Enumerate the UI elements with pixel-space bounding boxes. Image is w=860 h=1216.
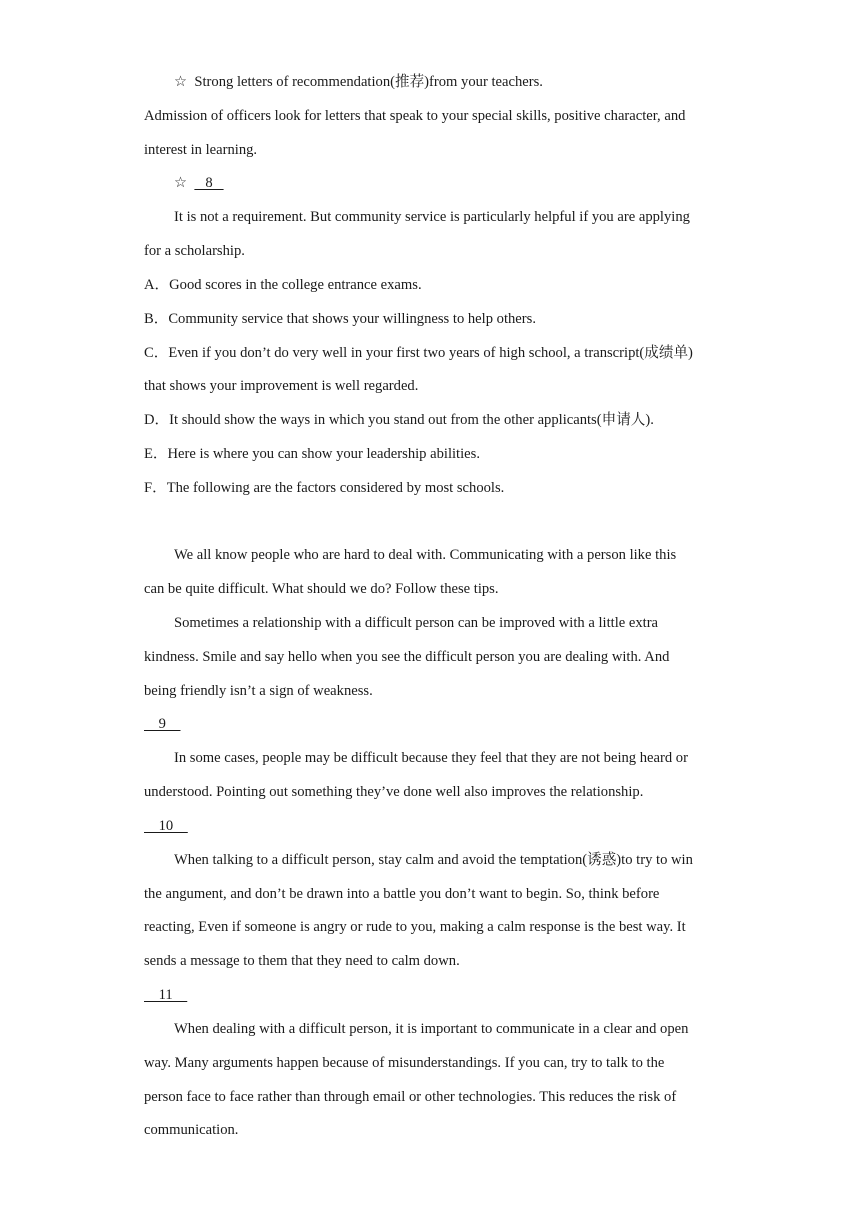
para1-line-1: Sometimes a relationship with a difficult person can be improved with a little extra [174,615,659,631]
bullet-2-detail-line-1: It is not a requirement. But community service is particularly helpful if you are applying [174,209,690,225]
intro-line-1: We all know people who are hard to deal with. Communicating with a person like this [174,547,677,563]
option-c-line-2: that shows your improvement is well regarded. [144,378,419,394]
blank-10: 10 [144,818,188,834]
para2-line-2: understood. Pointing out something they’ve done well also improves the relationship. [144,784,644,800]
bullet-2-detail-line-2: for a scholarship. [144,243,245,259]
para1-line-3: being friendly isn’t a sign of weakness. [144,683,373,699]
bullet-1-detail-line-1: Admission of officers look for letters that speak to your special skills, positive character, and [144,108,686,124]
blank-11: 11 [144,987,188,1003]
para3-line-4: sends a message to them that they need to calm down. [144,953,460,969]
para2-line-1: In some cases, people may be difficult because they feel that they are not being heard or [174,750,688,766]
option-c-line-1: C．Even if you don’t do very well in your first two years of high school, a transcript(成绩单) [144,345,693,361]
blank-9-line [0,714,860,734]
option-a: A．Good scores in the college entrance exams. [144,277,422,293]
blank-11-line [0,985,860,1005]
option-e: E．Here is where you can show your leadership abilities. [144,446,480,462]
blank-8: 8 [194,175,224,191]
para3-line-2: the angument, and don’t be drawn into a battle you don’t want to begin. So, think before [144,886,660,902]
para1-line-2: kindness. Smile and say hello when you see the difficult person you are dealing with. And [144,649,670,665]
para4-line-3: person face to face rather than through email or other technologies. This reduces the risk of [144,1089,677,1105]
para4-line-2: way. Many arguments happen because of misunderstandings. If you can, try to talk to the [144,1055,665,1071]
option-b: B．Community service that shows your willingness to help others. [144,311,536,327]
bullet-1-detail-line-2: interest in learning. [144,142,258,158]
para4-line-1: When dealing with a difficult person, it is important to communicate in a clear and open [174,1021,689,1037]
option-f: F．The following are the factors considered by most schools. [144,480,505,496]
blank-9: 9 [144,716,181,732]
bullet-1-text: Strong letters of recommendation(推荐)from your teachers. [194,74,543,90]
star-icon: ☆ [174,74,188,90]
blank-10-line [0,816,860,836]
option-d: D．It should show the ways in which you stand out from the other applicants(申请人). [144,412,654,428]
star-icon: ☆ [174,175,188,191]
para4-line-4: communication. [144,1122,239,1138]
para3-line-1: When talking to a difficult person, stay calm and avoid the temptation(诱惑)to try to win [174,852,693,868]
bullet-1 [0,72,860,92]
intro-line-2: can be quite difficult. What should we do? Follow these tips. [144,581,499,597]
bullet-2 [0,173,860,193]
para3-line-3: reacting, Even if someone is angry or rude to you, making a calm response is the best way. It [144,919,686,935]
